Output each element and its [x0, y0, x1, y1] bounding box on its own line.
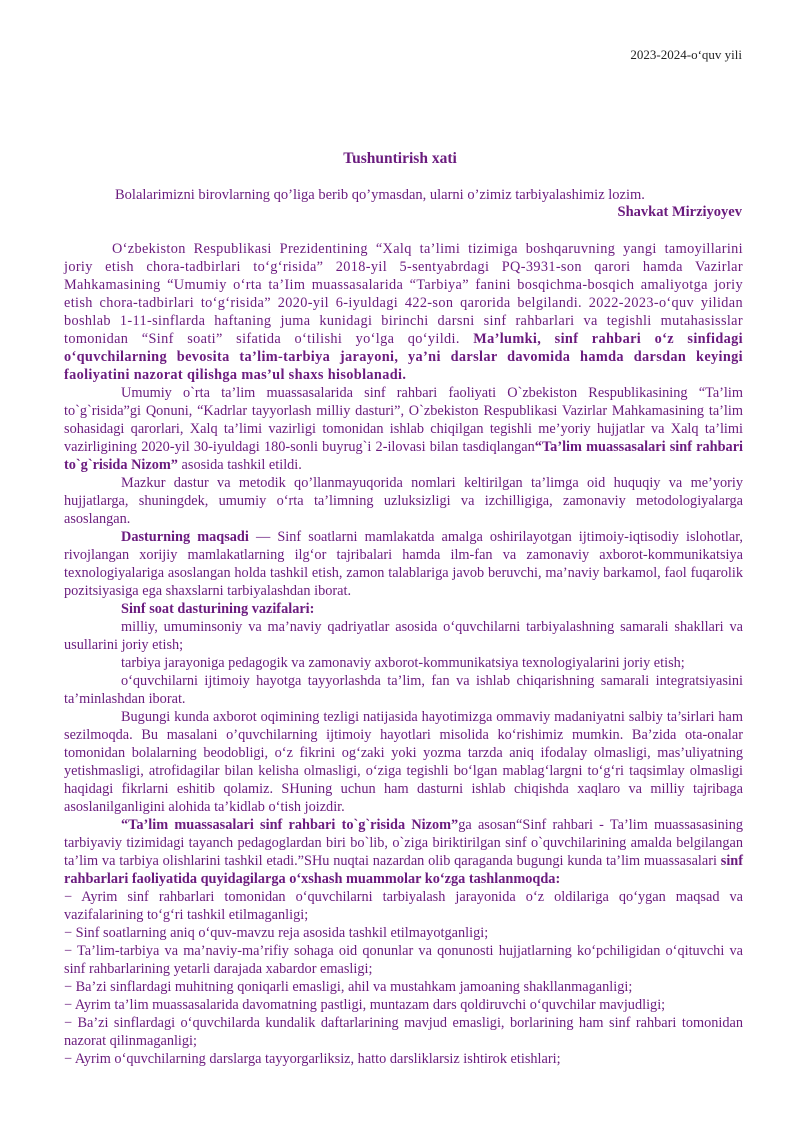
problem-item-6: − Ba’zi sinflardagi o‘quvchilarda kundalik daftarlarining mavjud emasligi, borlarining ham sinf rahbari tomonidan nazorat qilinmaganligi;	[64, 1015, 743, 1049]
nizom-text: ga asosan“Sinf rahbari - Ta’lim muassasasining tarbiyaviy tizimidagi tayanch pedagoglardan biri bo`lib, o`ziga biriktirilgan sinf o`quvchilarining amalda belgilangan ta’lim va tarbiya olishlarini tashkil etadi.”SHu nuqtai nazardan olib qaraganda bugungi kunda ta’lim muassasalari	[64, 817, 743, 869]
paragraph-methodology: Mazkur dastur va metodik qo’llanmayuqorida nomlari keltirilgan ta’limga oid huquqiy va me’yoriy hujjatlarga, shuningdek, umumiy o‘rta ta’limning uzluksizligi va izchilligiga, zamonaviy metodologiyalarga asoslangan.	[64, 475, 743, 527]
problem-item-5: − Ayrim ta’lim muassasalarida davomatning pastligi, muntazam dars qoldiruvchi o‘quvchilar mavjudligi;	[64, 997, 666, 1013]
paragraph-information-flow: Bugungi kunda axborot oqimining tezligi natijasida hayotimizga ommaviy madaniyatni salbiy ta’sirlari ham sezilmoqda. Bu masalani o’quvchilarning ijtimoiy hayotlari misolida ko‘rishimiz mumkin. Ba’zida ota-onalar tomonidan bolalarning beodobligi, o‘z fikrini og‘zaki yoki yozma tarzda aniq ifodalay olmasligi, mas’uliyatning yetishmasligi, atrofidagilar bilan kelisha olmasligi, o‘ziga tegishli bo‘lgan mablag‘largni to‘g‘ri taqsimlay olmasligi haqidagi fikrlarni eshitib qolamiz. SHuning uchun ham dasturni ishlab chiqishda xaqlaro va milliy tajribaga asoslanilganligini alohida ta’kidlab o‘tish joizdir.	[64, 709, 743, 815]
goal-heading: Dasturning maqsadi	[121, 529, 249, 545]
task-item-2: tarbiya jarayoniga pedagogik va zamonaviy axborot-kommunikatsiya texnologiyalarini joriy etish;	[121, 655, 685, 671]
legal-basis-after: asosida tashkil etildi.	[177, 457, 302, 473]
legal-basis-nizom: “Ta’lim muassasalari sinf rahbari to`g`risida Nizom”	[64, 439, 744, 473]
task-item-3: o‘quvchilarni ijtimoiy hayotga tayyorlashda ta’lim, fan va ishlab chiqarishning samarali integratsiyasini ta’minlashdan iborat.	[64, 673, 743, 707]
legal-basis-text: Umumiy o`rta ta’lim muassasalarida sinf rahbari faoliyati O`zbekiston Respublikasining “Ta’lim to`g`risida”gi Qonuni, “Kadrlar tayyorlash milliy dasturi”, O`zbekiston Respublikasi Vazirlar Mahkamasining ta’lim sohasidagi qarorlari, Xalq ta’limi vazirligi tomonidan ishlab chiqilgan tegishli me’yoriy hujjatlar va Xalq ta’limi vazirligining 2020-yil 30-iyuldagi 180-sonli buyrug`i 2-ilovasi bilan tasdiqlangan	[64, 385, 743, 455]
problem-item-1: − Ayrim sinf rahbarlari tomonidan o‘quvchilarni tarbiyalash jarayonida o‘z oldilariga qo‘ygan maqsad va vazifalarining to‘g‘ri tashkil etilmaganligi;	[64, 889, 743, 923]
task-item-1: milliy, umuminsoniy va ma’naviy qadriyatlar asosida o‘quvchilarni tarbiyalashning samarali shakllari va usullarini joriy etish;	[64, 619, 743, 653]
academic-year: 2023-2024-o‘quv yili	[630, 47, 742, 62]
problem-item-2: − Sinf soatlarning aniq o‘quv-mavzu reja asosida tashkil etilmayotganligi;	[64, 925, 489, 941]
epigraph-author: Shavkat Mirziyoyev	[617, 204, 742, 220]
paragraph-nizom-definition	[64, 816, 743, 888]
paragraph-goal	[64, 528, 743, 600]
paragraph-legal-basis	[64, 384, 743, 474]
epigraph-quote: Bolalarimizni birovlarning qo’liga berib qo’ymasdan, ularni o’zimiz tarbiyalashimiz lozim.	[115, 187, 645, 203]
paragraph-intro-bold: Ma’lumki, sinf rahbari o‘z sinfidagi o‘quvchilarning bevosita ta’lim-tarbiya jarayoni, ya’ni darslar davomida hamda darsdan keyingi faoliyatini nazorat qilishga mas’ul shaxs hisoblanadi.	[64, 331, 744, 383]
nizom-title: “Ta’lim muassasalari sinf rahbari to`g`risida Nizom”	[121, 817, 459, 833]
document-body	[64, 240, 743, 1068]
problem-item-4: − Ba’zi sinflardagi muhitning qoniqarli emasligi, ahil va mustahkam jamoaning shakllanmaganligi;	[64, 979, 633, 995]
paragraph-intro-text: O‘zbekiston Respublikasi Prezidentining “Xalq ta’limi tizimiga boshqaruvning yangi tamoyillarini joriy etish chora-tadbirlari to‘g‘risida” 2018-yil 5-sentyabrdagi PQ-3931-son qarori hamda Vazirlar Mahkamasining “Umumiy o‘rta ta’Iim muassasalarida “Tarbiya” fanini bosqichma-bosqich amaliyotga joriy etish chora-tadbirlari to‘g‘risida” 2020-yil 6-iyuldagi 422-son qarorida belgilandi. 2022-2023-o‘quv yilidan boshlab 1-11-sinflarda haftaning juma kunidagi birinchi darsni sinf rahbarlari va tegishli mutahasisslar tomonidan “Sinf soati” sifatida o‘tilishi yo‘lga qo‘yildi.	[64, 241, 743, 347]
problem-item-3: − Ta’lim-tarbiya va ma’naviy-ma’rifiy sohaga oid qonunlar va qonunosti hujjatlarning ko‘pchiligidan o‘qituvchi va sinf rahbarlarining yetarli darajada xabardor emasligi;	[64, 943, 743, 977]
tasks-heading: Sinf soat dasturining vazifalari:	[121, 601, 315, 617]
goal-text: — Sinf soatlarni mamlakatda amalga oshirilayotgan ijtimoiy-iqtisodiy islohotlar, rivojlangan xorijiy mamlakatlarning ilg‘or tajribalari hamda ilm-fan va zamonaviy axborot-kommunikatsiya texnologiyalariga asoslangan holda tashkil etish, zamon talablariga javob beruvchi, ma’naviy barkamol, faol fuqarolik pozitsiyasiga ega shaxslarni tarbiyalashdan iborat.	[64, 529, 743, 599]
paragraph-intro	[64, 240, 743, 384]
document-title: Tushuntirish xati	[343, 150, 457, 167]
problem-item-7: − Ayrim o‘quvchilarning darslarga tayyorgarliksiz, hatto darsliklarsiz ishtirok etishlari;	[64, 1051, 561, 1067]
problems-intro: sinf rahbarlari faoliyatida quyidagilarga o‘xshash muammolar ko‘zga tashlanmoqda:	[64, 853, 743, 887]
